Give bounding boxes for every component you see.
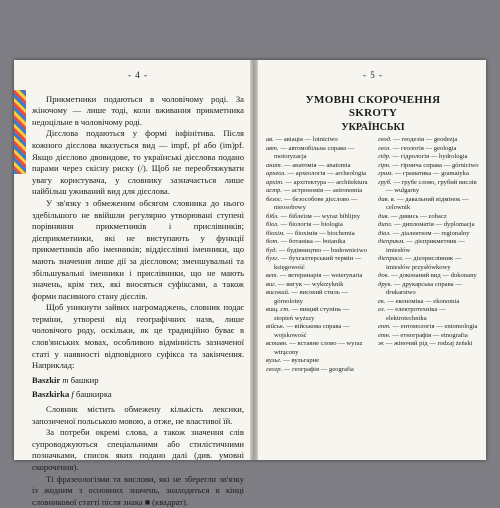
paragraph: За потреби окремі слова, а також значення слів супроводжуються спеціальними або стилістичними позначками, список яких подано далі (див. умовні скорочення).: [32, 427, 244, 472]
abbreviation: ент.: [378, 323, 391, 331]
abbreviation-meaning: — дипломатія — dyplomacja: [394, 221, 475, 229]
section-title-line: УМОВНІ СКОРОЧЕННЯ: [305, 93, 441, 106]
abbreviation: архіт.: [266, 178, 284, 186]
abbreviation-entry: [378, 230, 480, 239]
section-subtitle: УКРАЇНСЬКІ: [341, 121, 405, 133]
abbreviation: вставн.: [266, 340, 288, 348]
example-entry: [32, 389, 244, 401]
abbreviation-entry: [266, 162, 368, 171]
abbreviation-entry: [266, 230, 368, 239]
abbreviation-meaning: — безособове дієслово — nieosobowy: [274, 195, 358, 212]
book-spread: [14, 60, 486, 507]
abbreviation-meaning: — геологія — geologia: [392, 144, 457, 152]
abbreviation-entry: [266, 289, 368, 306]
abbreviation-meaning: — географія — geografia: [283, 365, 354, 373]
abbreviation-entry: [266, 247, 368, 256]
abbreviation-meaning: — біблеїзм — wyraz biblijny: [280, 212, 360, 220]
abbreviation-meaning: — високий стиль — górnolotny: [274, 289, 349, 305]
book-spine: [250, 60, 258, 460]
abbreviation-entry: [266, 357, 368, 366]
abbreviation-entry: [266, 187, 368, 196]
abbreviation: грам.: [378, 170, 394, 178]
abbreviation: буд.: [266, 246, 278, 254]
abbreviation: док.: [378, 272, 390, 280]
abbreviation: груб.: [378, 178, 392, 186]
abbreviation: гірн.: [378, 161, 391, 169]
abbreviation-meaning: — вульгарне: [283, 357, 320, 365]
abbreviation-entry: [378, 272, 480, 281]
abbreviation: ж: [378, 340, 385, 348]
abbreviation-entry: [266, 196, 368, 213]
section-title-line: SKROTY: [348, 106, 398, 119]
abbreviation-entry: [378, 298, 480, 307]
abbreviation: бібл.: [266, 212, 279, 220]
abbreviation-meaning: — друкарська справа — drukarstwo: [386, 280, 462, 297]
abbreviation: ел.: [378, 306, 386, 314]
example-gram: f: [71, 389, 74, 400]
abbreviation: біохім.: [266, 229, 285, 237]
abbreviation-entry: [378, 281, 480, 298]
abbreviation-meaning: — ентомологія — entomologia: [392, 323, 478, 331]
abbreviation-meaning: — економіка — ekonomia: [387, 297, 460, 305]
abbreviation-meaning: — біохімія — biochemia: [286, 229, 355, 237]
abbreviation-entry: [266, 213, 368, 222]
abbreviation: вет.: [266, 272, 279, 280]
abbreviation-entry: [266, 145, 368, 162]
abbreviation: дієприкм.: [378, 238, 405, 246]
abbreviation-entry: [266, 179, 368, 188]
abbreviation-entry: [266, 221, 368, 230]
example-entry: [32, 375, 244, 387]
abbreviation-entry: [378, 145, 480, 154]
abbreviation-meaning: — дієприслівник — imiesłów przysłówkowy: [386, 255, 462, 271]
abbreviation: археол.: [266, 170, 286, 178]
abbreviation-meaning: — гірнича справа — górnictwo: [392, 161, 479, 169]
abbreviation-meaning: — жіночий рід — rodzaj żeński: [385, 340, 473, 348]
abbreviation-entry: [378, 179, 480, 196]
abbreviation: діал.: [378, 229, 391, 237]
paragraph: У зв'язку з обмеженим обсягом словника до нього здебільшого не ввійшли регулярно утворювані ступені порівняння прикметників і прислівників; дієприкметники, які не виступають у функції прикметників або іменників; віддієслівні іменники, що мають значення лише дії за дієсловом; зменшувальні та збільшувальні іменники і прислівники, що не мають значень, крім тих, які вносяться суфіксами, а також форми пасивного стану дієслів.: [32, 197, 244, 301]
abbreviation-entry: [266, 170, 368, 179]
abbreviation: друк.: [378, 280, 393, 288]
abbreviation: етн.: [378, 331, 391, 339]
abbreviation-entry: [266, 340, 368, 357]
abbreviation: геогр.: [266, 365, 283, 373]
paragraph: Прикметники подаються в чоловічому роді. За жіночому — лише тоді, коли вживання прикметника недоцільне в чоловічому роді.: [32, 93, 244, 127]
abbreviation-meaning: — дієприкметник — imiesłów: [386, 238, 465, 254]
abbreviation: ав.: [266, 136, 274, 144]
abbreviation: високий.: [266, 289, 290, 297]
abbreviation-meaning: — бухгалтерський термін — księgowość: [274, 255, 362, 271]
abbreviation-meaning: — етнографія — etnografia: [392, 331, 468, 339]
abbreviation-meaning: — військова справа — wojskowość: [274, 323, 350, 339]
abbreviation-entry: [378, 340, 480, 349]
abbreviation: бухг.: [266, 255, 280, 263]
abbreviation-meaning: — біологія — biologia: [280, 221, 343, 229]
cover-edge-decoration: [14, 90, 26, 174]
abbreviation-entry: [266, 281, 368, 290]
paragraph: Щоб уникнути зайвих нагромаджень, словник подає терміни, утворені від географічних назв, лише чоловічого роду, оскільки, як це традиційно буває в слов'янських мовах, особливою відмінність зазначеної статі у наявності відповідного суфікса та закінчення. Наприклад:: [32, 302, 244, 371]
abbreviation-meaning: — геодезія — geodezja: [393, 136, 458, 144]
abbreviation-entry: [266, 306, 368, 323]
abbreviation-entry: [378, 213, 480, 222]
abbreviation-meaning: — вищий ступінь — stopień wyższy: [274, 306, 350, 322]
paragraph: Словник містить обмежену кількість лексики, запозиченої польською мовою, а отже, не властивої їй.: [32, 404, 244, 426]
abbreviation: анат.: [266, 161, 283, 169]
abbreviation-meaning: — доконаний вид — dokonany: [391, 272, 477, 280]
abbreviation-meaning: — граматика — gramatyka: [394, 170, 469, 178]
abbreviation: вульг.: [266, 357, 282, 365]
abbreviation-entry: [378, 162, 480, 171]
abbreviation: військ.: [266, 323, 285, 331]
abbreviation-entry: [378, 221, 480, 230]
abbreviation-meaning: — будівництво — budownictwo: [278, 246, 367, 254]
abbreviation: астр.: [266, 187, 282, 195]
abbreviation-entry: [378, 196, 480, 213]
abbreviation-meaning: — діалектизм — regionalny: [392, 229, 470, 237]
abbreviation-meaning: — давальний відмінок — celownik: [386, 195, 469, 212]
abbreviation-meaning: — ветеринарія — weterynaria: [279, 272, 363, 280]
abbreviation-entry: [378, 255, 480, 272]
abbreviation: авт.: [266, 144, 279, 152]
abbreviation-entry: [266, 255, 368, 272]
abbreviation: дипл.: [378, 221, 393, 229]
abbreviation: безос.: [266, 195, 283, 203]
left-page-number: - 4 -: [128, 70, 148, 80]
abbreviation: дав. в.: [378, 195, 396, 203]
abbreviation-entry: [378, 136, 480, 145]
abbreviation-meaning: — авіація — lotnictwo: [275, 136, 338, 144]
abbreviation: бот.: [266, 238, 280, 246]
abbreviation: див.: [378, 212, 390, 220]
abbreviation-meaning: — ботаніка — botanika: [280, 238, 346, 246]
abbreviation-meaning: — вставне слово — wyraz wtrącony: [274, 340, 363, 356]
abbreviation: геол.: [378, 144, 392, 152]
abbreviation-meaning: — гідрологія — hydrologia: [392, 153, 468, 161]
abbreviation-entry: [266, 323, 368, 340]
abbreviation-entry: [378, 323, 480, 332]
paragraph: Дієслова подаються у формі інфінітива. Після кожного дієслова вказується вид — impf, pf або (im)pf. Якщо дієслово двовидове, то українські дієслова подано парами через скісну риску (/). Щоб не переобтяжувати увагу користувача, у словнику зазначається лише найбільш уживаний вид для дієслова.: [32, 128, 244, 197]
abbreviation-entry: [378, 332, 480, 341]
abbreviation-entry: [378, 238, 480, 255]
abbreviation: геод.: [378, 136, 392, 144]
abbreviation-list: [266, 136, 480, 374]
abbreviation-column-1: [266, 136, 368, 374]
abbreviation-entry: [378, 170, 480, 179]
abbreviation-meaning: — автомобільна справа — motoryzacja: [274, 144, 355, 161]
abbreviation-meaning: — анатомія — anatomia: [284, 161, 351, 169]
abbreviation-entry: [378, 153, 480, 162]
example-gram: m: [62, 374, 69, 385]
abbreviation-meaning: — археологія — archeologia: [287, 170, 367, 178]
example-translation: башкирка: [75, 389, 112, 400]
paragraph: Ті фразеологізми та вислови, які не зберегли зв'язку із жодним з основних значень, знаходяться в кінці словникової статті після знака ■ (квадрат).: [32, 473, 244, 507]
abbreviation: виг.: [266, 280, 277, 288]
abbreviation: дієприсл.: [378, 255, 404, 263]
abbreviation-entry: [266, 272, 368, 281]
abbreviation-meaning: — астрономія — astronomia: [283, 187, 363, 195]
section-title: [266, 94, 480, 120]
abbreviation-column-2: [378, 136, 480, 374]
abbreviation-meaning: — дивись — zobacz: [390, 212, 447, 220]
abbreviation-meaning: — електротехніка — elektrotechnika: [386, 306, 446, 322]
abbreviation: ек.: [378, 297, 386, 305]
abbreviation: гідр.: [378, 153, 391, 161]
example-word: Baszkir: [32, 374, 61, 385]
abbreviation: біол.: [266, 221, 279, 229]
example-translation: башкир: [70, 374, 99, 385]
abbreviation-entry: [266, 366, 368, 375]
right-page: [266, 60, 480, 460]
example-word: Baszkirka: [32, 389, 70, 400]
abbreviation-meaning: — архітектура — architektura: [285, 178, 368, 186]
abbreviation: вищ. ст.: [266, 306, 290, 314]
left-page: [32, 60, 244, 507]
abbreviation-meaning: — вигук — wykrzyknik: [277, 280, 344, 288]
right-page-number: - 5 -: [363, 70, 383, 80]
abbreviation-entry: [266, 136, 368, 145]
abbreviation-meaning: — грубе слово, грубий вислів — wulgarny: [386, 178, 477, 195]
abbreviation-entry: [378, 306, 480, 323]
abbreviation-entry: [266, 238, 368, 247]
